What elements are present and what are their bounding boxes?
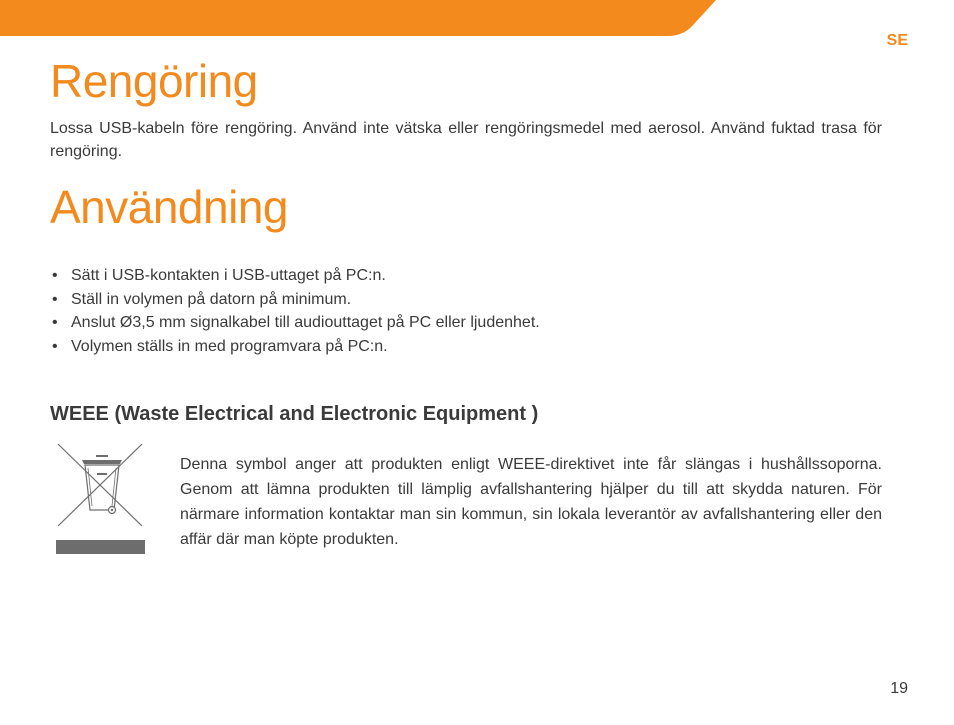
list-item: [50, 288, 540, 312]
bullet-icon: •: [52, 290, 58, 308]
usage-list: [50, 264, 540, 358]
header-band: [0, 0, 954, 40]
page-number: 19: [890, 680, 908, 697]
bullet-icon: •: [52, 337, 58, 355]
weee-text: Denna symbol anger att produkten enligt WEEE-direktivet inte får slängas i hushållssoporna. Genom att lämna produkten till lämplig avfallshantering hjälper du till att skydda naturen. För närmare information kontaktar man sin kommun, sin lokala leverantör av avfallshantering eller den affär där man köpte produkten.: [180, 456, 882, 548]
list-item-text: Volymen ställs in med programvara på PC:n.: [71, 337, 388, 355]
bullet-icon: •: [52, 314, 58, 331]
list-item-text: Sätt i USB-kontakten i USB-uttaget på PC:n.: [71, 267, 386, 284]
cleaning-title: Rengöring: [50, 55, 258, 107]
crossed-out-wheelie-bin-icon: [52, 438, 148, 556]
cleaning-text: Lossa USB-kabeln före rengöring. Använd inte vätska eller rengöringsmedel med aerosol. Använd fuktad trasa för rengöring.: [50, 120, 882, 160]
usage-title: Användning: [50, 181, 288, 233]
bullet-icon: •: [52, 267, 58, 284]
list-item-text: Ställ in volymen på datorn på minimum.: [71, 290, 352, 308]
list-item-text: Anslut Ø3,5 mm signalkabel till audiouttaget på PC eller ljudenhet.: [71, 314, 540, 331]
list-item: [50, 311, 540, 335]
weee-heading: WEEE (Waste Electrical and Electronic Equipment ): [50, 403, 539, 425]
list-item: [50, 264, 540, 288]
list-item: [50, 335, 540, 359]
language-code: SE: [886, 32, 908, 49]
